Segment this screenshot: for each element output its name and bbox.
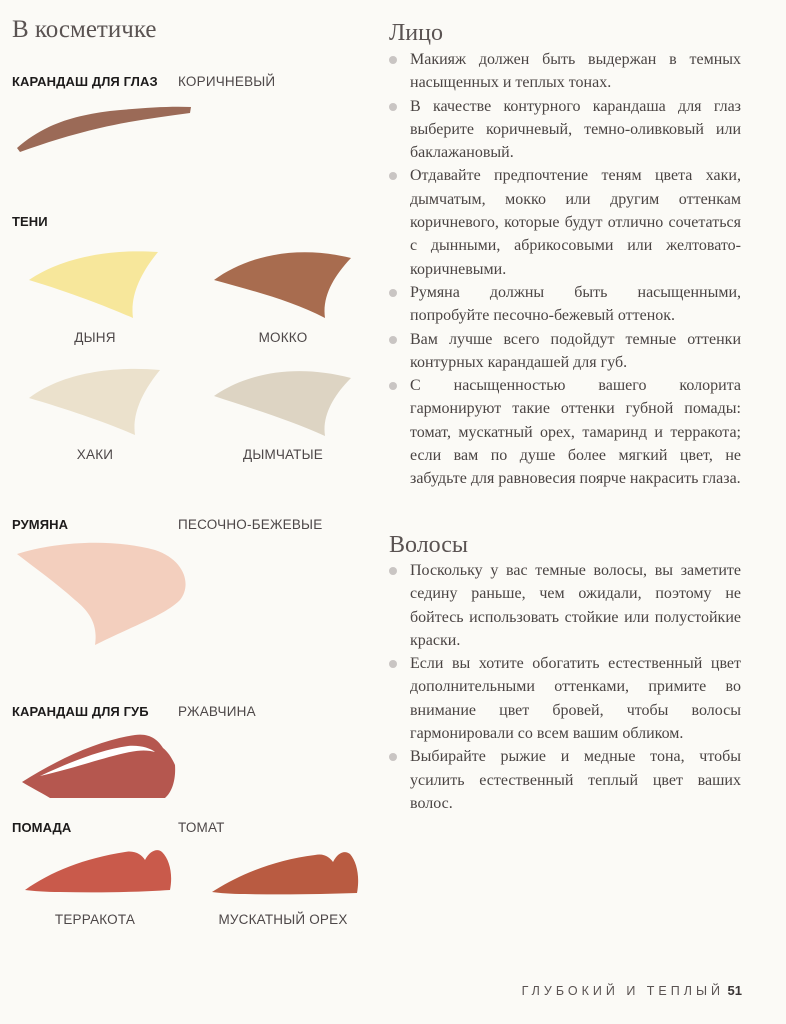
shadows-label: ТЕНИ <box>12 214 48 229</box>
shadow-label-smoky: ДЫМЧАТЫЕ <box>243 447 323 462</box>
lip-liner-label: КАРАНДАШ ДЛЯ ГУБ <box>12 704 149 719</box>
hair-title: Волосы <box>389 532 469 558</box>
bullet-icon <box>389 660 397 668</box>
bullet-icon <box>389 382 397 390</box>
bullet-icon <box>389 172 397 180</box>
lipstick-shade: ТОМАТ <box>178 820 225 835</box>
hair-bullet: Выбирайте рыжие и медные тона, чтобы усилить естественный теплый цвет ваших волос. <box>388 745 741 815</box>
face-bullet: С насыщенностью вашего колорита гармонируют такие оттенки губной помады: томат, мускатный орех, тамаринд и терракота; если вам по душе более мягкий цвет, не забудьте для равновесия поярче накрасить глаза. <box>388 374 741 490</box>
hair-bullet: Поскольку у вас темные волосы, вы заметите седину раньше, чем ожидали, поэтому не бойтесь использовать стойкие или полустойкие краски. <box>388 559 741 652</box>
hair-bullet: Если вы хотите обогатить естественный цвет дополнительными оттенками, примите во внимание цвет бровей, чтобы волосы гармонировали со всем вашим обликом. <box>388 652 741 745</box>
lip-liner-shade: РЖАВЧИНА <box>178 704 256 719</box>
lipstick-label-nutmeg: МУСКАТНЫЙ ОРЕХ <box>218 912 348 927</box>
shadow-label-mocha: МОККО <box>258 330 308 345</box>
bullet-icon <box>389 103 397 111</box>
eyeliner-shade: КОРИЧНЕВЫЙ <box>178 74 276 89</box>
face-bullet-list <box>388 48 741 491</box>
eyeliner-label: КАРАНДАШ ДЛЯ ГЛАЗ <box>12 74 158 89</box>
face-bullet: Вам лучше всего подойдут темные оттенки контурных карандашей для губ. <box>388 328 741 375</box>
blush-shade: ПЕСОЧНО-БЕЖЕВЫЕ <box>178 517 323 532</box>
bullet-icon <box>389 336 397 344</box>
lipstick-swatch-terracotta <box>25 850 171 892</box>
bullet-icon <box>389 753 397 761</box>
face-title: Лицо <box>389 20 443 46</box>
shadow-label-melon: ДЫНЯ <box>74 330 116 345</box>
face-bullet: Отдавайте предпочтение теням цвета хаки, дымчатым, мокко или другим оттенкам коричневого, которые будут отлично сочетаться с дынными, абрикосовыми или желтовато-коричневыми. <box>388 164 741 280</box>
face-bullet: Макияж должен быть выдержан в темных насыщенных и теплых тонах. <box>388 48 741 95</box>
lipstick-swatch-nutmeg <box>212 852 358 894</box>
bullet-icon <box>389 567 397 575</box>
lipstick-label: ПОМАДА <box>12 820 72 835</box>
lipstick-label-terracotta: ТЕРРАКОТА <box>54 912 136 927</box>
face-bullet: Румяна должны быть насыщенными, попробуйте песочно-бежевый оттенок. <box>388 281 741 328</box>
hair-bullet-list <box>388 559 741 815</box>
blush-label: РУМЯНА <box>12 517 69 532</box>
running-title: ГЛУБОКИЙ И ТЕПЛЫЙ <box>521 984 724 998</box>
bullet-icon <box>389 56 397 64</box>
shadow-label-khaki: ХАКИ <box>76 447 114 462</box>
face-bullet: В качестве контурного карандаша для глаз выберите коричневый, темно-оливковый или баклажановый. <box>388 95 741 165</box>
kit-title: В косметичке <box>12 16 157 43</box>
page-number: 51 <box>727 983 742 998</box>
bullet-icon <box>389 289 397 297</box>
